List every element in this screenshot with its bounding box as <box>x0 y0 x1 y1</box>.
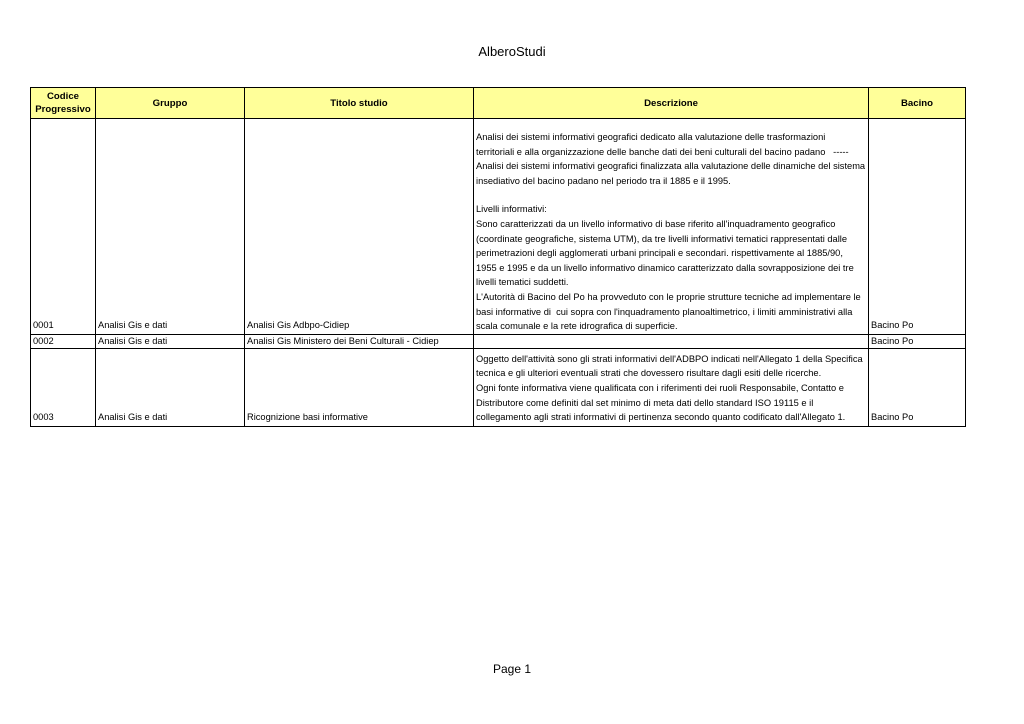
cell-codice: 0003 <box>31 348 96 426</box>
cell-bacino: Bacino Po <box>869 334 966 348</box>
header-bacino: Bacino <box>869 88 966 119</box>
cell-descrizione <box>474 334 869 348</box>
cell-titolo: Analisi Gis Adbpo-Cidiep <box>245 119 474 335</box>
cell-titolo: Ricognizione basi informative <box>245 348 474 426</box>
descrizione-paragraph: Oggetto dell'attività sono gli strati informativi dell'ADBPO indicati nell'Allegato 1 della Specifica tecnica e gli ulteriori eventuali strati che dovessero risultare dagli esiti delle ricerche. Ogni fonte informativa viene qualificata con i riferimenti dei ruoli Responsabile, Contatto e Distributore come definiti dal set minimo di meta dati dello standard ISO 19115 e il collegamento agli strati informativi di pertinenza secondo quanto codificato dall'Allegato 1. <box>476 353 863 423</box>
cell-gruppo: Analisi Gis e dati <box>96 334 245 348</box>
studies-table <box>30 87 966 427</box>
cell-descrizione <box>474 348 869 426</box>
table-header-row <box>31 88 966 119</box>
cell-gruppo: Analisi Gis e dati <box>96 348 245 426</box>
descrizione-paragraph: Analisi dei sistemi informativi geografici dedicato alla valutazione delle trasformazioni territoriali e alla organizzazione delle banche dati dei beni culturali del bacino padano ----- Analisi dei sistemi informativi geografici finalizzata alla valutazione delle dinamiche del sistema insediativo del bacino padano nel periodo tra il 1885 e il 1995. <box>476 132 868 186</box>
descrizione-paragraph: Livelli informativi: Sono caratterizzati da un livello informativo di base riferito all'inquadramento geografico (coordinate geografiche, sistema UTM), da tre livelli informativi tematici rappresentati dalle perimetrazioni degli agglomerati urbani principali e secondari. rispettivamente al 1885/90, 1955 e 1995 e da un livello informativo dinamico caratterizzato dalla sovrapposizione dei tre livelli tematici suddetti. L'Autorità di Bacino del Po ha provveduto con le proprie strutture tecniche ad implementare le basi informative di cui sopra con l'inquadramento planoaltimetrico, i limiti amministrativi alla scala comunale e la rete idrografica di superficie. <box>476 204 861 332</box>
table-row <box>31 334 966 348</box>
header-descrizione: Descrizione <box>474 88 869 119</box>
table-row <box>31 119 966 335</box>
header-gruppo: Gruppo <box>96 88 245 119</box>
page-number: Page 1 <box>492 662 532 676</box>
header-titolo-studio: Titolo studio <box>245 88 474 119</box>
document-title: AlberoStudi <box>478 44 546 59</box>
cell-gruppo: Analisi Gis e dati <box>96 119 245 335</box>
cell-descrizione <box>474 119 869 335</box>
cell-codice: 0001 <box>31 119 96 335</box>
cell-codice: 0002 <box>31 334 96 348</box>
cell-titolo: Analisi Gis Ministero dei Beni Culturali - Cidiep <box>245 334 474 348</box>
table-row <box>31 348 966 426</box>
cell-bacino: Bacino Po <box>869 119 966 335</box>
header-codice-progressivo: Codice Progressivo <box>31 88 96 119</box>
cell-bacino: Bacino Po <box>869 348 966 426</box>
